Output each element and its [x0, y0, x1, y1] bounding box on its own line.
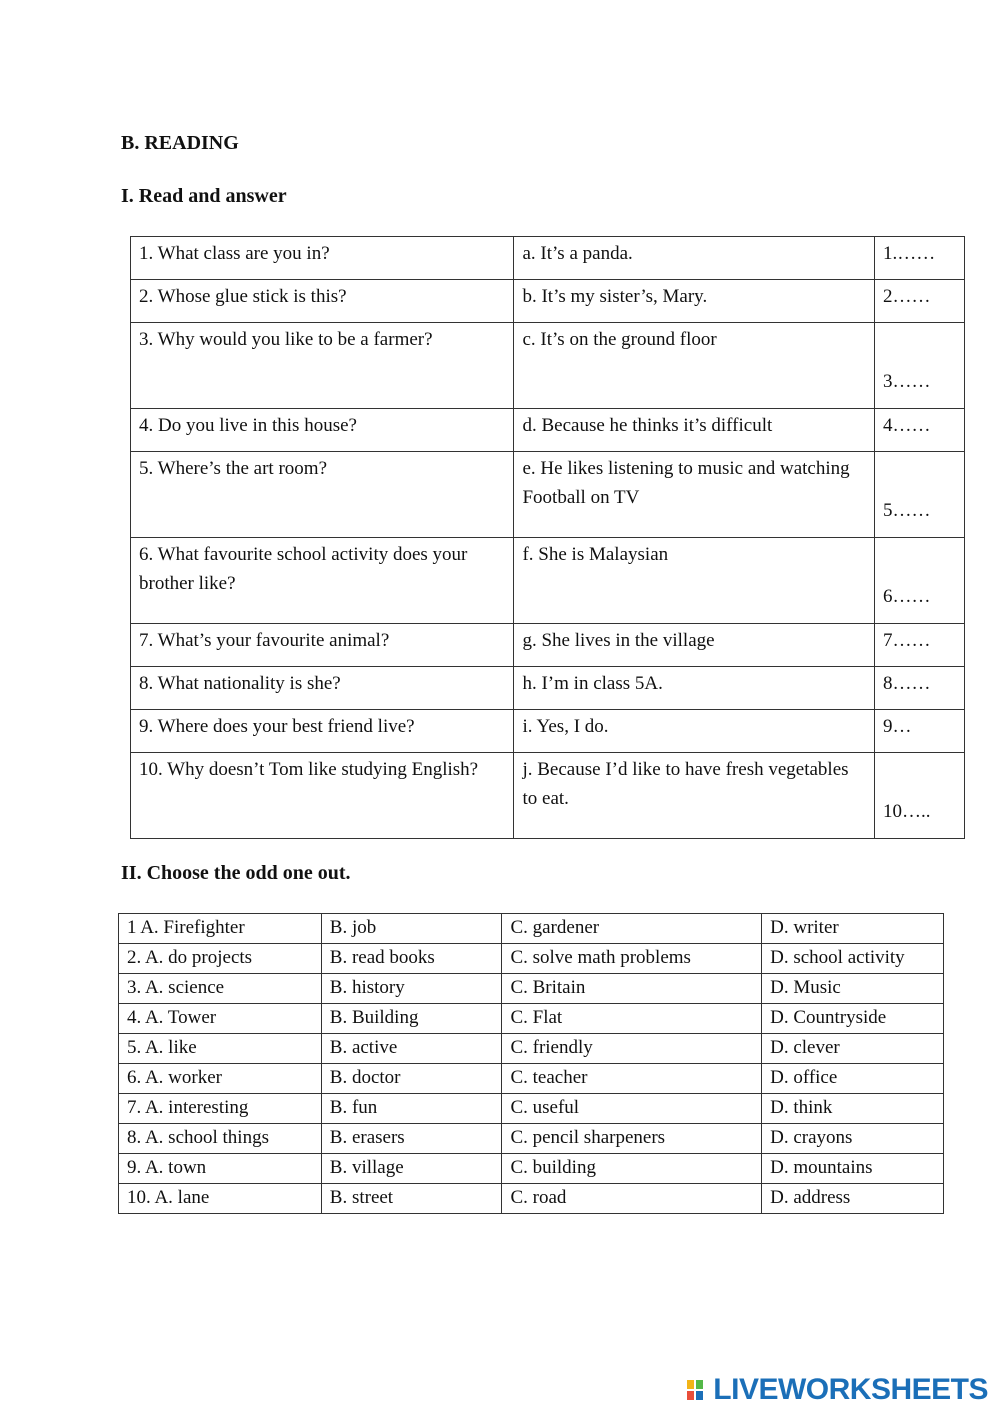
option-c-cell[interactable]: C. useful	[502, 1094, 762, 1124]
question-cell: 4. Do you live in this house?	[131, 409, 514, 452]
answer-cell: b. It’s my sister’s, Mary.	[514, 280, 875, 323]
matching-row	[131, 667, 965, 710]
option-a-cell[interactable]: 4. A. Tower	[119, 1004, 322, 1034]
odd-one-out-table	[118, 913, 944, 1214]
blank-cell[interactable]: 3……	[875, 323, 965, 409]
option-c-cell[interactable]: C. building	[502, 1154, 762, 1184]
blank-cell[interactable]: 1.……	[875, 237, 965, 280]
option-d-cell[interactable]: D. writer	[762, 914, 944, 944]
option-b-cell[interactable]: B. street	[321, 1184, 502, 1214]
blank-cell[interactable]: 6……	[875, 538, 965, 624]
option-b-cell[interactable]: B. job	[321, 914, 502, 944]
question-cell: 1. What class are you in?	[131, 237, 514, 280]
option-d-cell[interactable]: D. mountains	[762, 1154, 944, 1184]
part1-title: I. Read and answer	[121, 185, 287, 207]
option-c-cell[interactable]: C. gardener	[502, 914, 762, 944]
option-b-cell[interactable]: B. active	[321, 1034, 502, 1064]
option-a-cell[interactable]: 2. A. do projects	[119, 944, 322, 974]
blank-cell[interactable]: 8……	[875, 667, 965, 710]
option-d-cell[interactable]: D. office	[762, 1064, 944, 1094]
option-c-cell[interactable]: C. Britain	[502, 974, 762, 1004]
option-c-cell[interactable]: C. pencil sharpeners	[502, 1124, 762, 1154]
answer-cell: g. She lives in the village	[514, 624, 875, 667]
odd-one-out-row	[119, 914, 944, 944]
option-c-cell[interactable]: C. friendly	[502, 1034, 762, 1064]
option-d-cell[interactable]: D. clever	[762, 1034, 944, 1064]
question-cell: 10. Why doesn’t Tom like studying English?	[131, 753, 514, 839]
logo-text: LIVEWORKSHEETS	[713, 1373, 988, 1406]
question-cell: 3. Why would you like to be a farmer?	[131, 323, 514, 409]
matching-row	[131, 452, 965, 538]
part2-title: II. Choose the odd one out.	[121, 862, 351, 884]
answer-cell: j. Because I’d like to have fresh vegetables to eat.	[514, 753, 875, 839]
option-b-cell[interactable]: B. doctor	[321, 1064, 502, 1094]
answer-cell: f. She is Malaysian	[514, 538, 875, 624]
option-a-cell[interactable]: 10. A. lane	[119, 1184, 322, 1214]
option-a-cell[interactable]: 9. A. town	[119, 1154, 322, 1184]
answer-cell: a. It’s a panda.	[514, 237, 875, 280]
answer-cell: e. He likes listening to music and watching Football on TV	[514, 452, 875, 538]
liveworksheets-logo	[687, 1373, 988, 1407]
matching-row	[131, 538, 965, 624]
answer-cell: c. It’s on the ground floor	[514, 323, 875, 409]
matching-row	[131, 280, 965, 323]
odd-one-out-row	[119, 1184, 944, 1214]
blank-cell[interactable]: 5……	[875, 452, 965, 538]
matching-row	[131, 237, 965, 280]
matching-row	[131, 624, 965, 667]
answer-cell: h. I’m in class 5A.	[514, 667, 875, 710]
option-a-cell[interactable]: 8. A. school things	[119, 1124, 322, 1154]
question-cell: 8. What nationality is she?	[131, 667, 514, 710]
question-cell: 9. Where does your best friend live?	[131, 710, 514, 753]
option-c-cell[interactable]: C. teacher	[502, 1064, 762, 1094]
matching-row	[131, 323, 965, 409]
blank-cell[interactable]: 2……	[875, 280, 965, 323]
option-d-cell[interactable]: D. crayons	[762, 1124, 944, 1154]
option-c-cell[interactable]: C. Flat	[502, 1004, 762, 1034]
matching-table	[130, 236, 965, 839]
matching-row	[131, 753, 965, 839]
option-b-cell[interactable]: B. read books	[321, 944, 502, 974]
blank-cell[interactable]: 10…..	[875, 753, 965, 839]
odd-one-out-row	[119, 1004, 944, 1034]
option-d-cell[interactable]: D. school activity	[762, 944, 944, 974]
blank-cell[interactable]: 7……	[875, 624, 965, 667]
option-b-cell[interactable]: B. village	[321, 1154, 502, 1184]
blank-cell[interactable]: 4……	[875, 409, 965, 452]
section-title: B. READING	[121, 132, 239, 154]
liveworksheets-icon	[687, 1378, 711, 1402]
matching-row	[131, 409, 965, 452]
blank-cell[interactable]: 9…	[875, 710, 965, 753]
option-a-cell[interactable]: 7. A. interesting	[119, 1094, 322, 1124]
option-d-cell[interactable]: D. think	[762, 1094, 944, 1124]
option-a-cell[interactable]: 1 A. Firefighter	[119, 914, 322, 944]
option-a-cell[interactable]: 6. A. worker	[119, 1064, 322, 1094]
option-d-cell[interactable]: D. Countryside	[762, 1004, 944, 1034]
option-d-cell[interactable]: D. Music	[762, 974, 944, 1004]
option-b-cell[interactable]: B. fun	[321, 1094, 502, 1124]
odd-one-out-row	[119, 1124, 944, 1154]
odd-one-out-row	[119, 1094, 944, 1124]
option-c-cell[interactable]: C. road	[502, 1184, 762, 1214]
matching-row	[131, 710, 965, 753]
option-a-cell[interactable]: 5. A. like	[119, 1034, 322, 1064]
odd-one-out-row	[119, 1064, 944, 1094]
option-a-cell[interactable]: 3. A. science	[119, 974, 322, 1004]
odd-one-out-row	[119, 974, 944, 1004]
option-b-cell[interactable]: B. Building	[321, 1004, 502, 1034]
answer-cell: d. Because he thinks it’s difficult	[514, 409, 875, 452]
odd-one-out-row	[119, 944, 944, 974]
odd-one-out-row	[119, 1154, 944, 1184]
odd-one-out-row	[119, 1034, 944, 1064]
option-c-cell[interactable]: C. solve math problems	[502, 944, 762, 974]
answer-cell: i. Yes, I do.	[514, 710, 875, 753]
option-d-cell[interactable]: D. address	[762, 1184, 944, 1214]
option-b-cell[interactable]: B. erasers	[321, 1124, 502, 1154]
question-cell: 6. What favourite school activity does your brother like?	[131, 538, 514, 624]
question-cell: 7. What’s your favourite animal?	[131, 624, 514, 667]
question-cell: 5. Where’s the art room?	[131, 452, 514, 538]
option-b-cell[interactable]: B. history	[321, 974, 502, 1004]
question-cell: 2. Whose glue stick is this?	[131, 280, 514, 323]
